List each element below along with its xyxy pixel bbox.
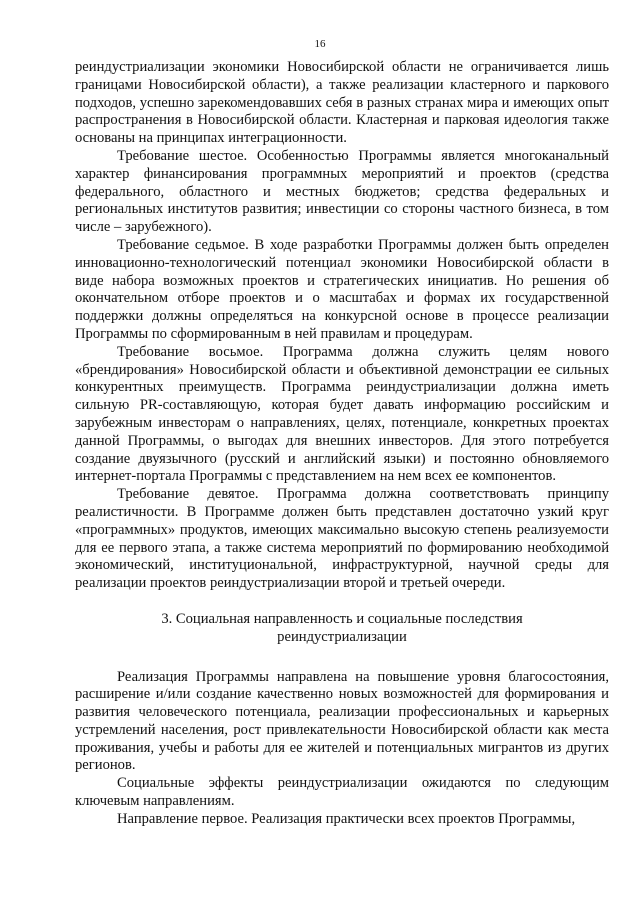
section-heading-line-2: реиндустриализации <box>277 628 407 645</box>
paragraph-requirement-7: Требование седьмое. В ходе разработки Программы должен быть определен инновационно-технологический потенциал экономики Новосибирской области в виде набора возможных проектов и стратегических инициатив. Но решения об окончательном отборе проектов и о масштабах и формах их государственной поддержки должны определяться на конкурсной основе в процессе реализации Программы по сформированным в ней правилам и процедурам. <box>75 236 609 342</box>
section-heading-line-1: 3. Социальная направленность и социальные последствия <box>161 610 523 627</box>
section-heading <box>75 611 609 647</box>
paragraph-program-goal: Реализация Программы направлена на повышение уровня благосостояния, расширение и/или создание качественно новых возможностей для формирования и развития человеческого потенциала, реализации профессиональных и карьерных устремлений населения, рост привлекательности Новосибирской области как места проживания, учебы и работы для ее жителей и потенциальных мигрантов из других регионов. <box>75 668 609 774</box>
document-body <box>75 59 609 829</box>
paragraph-requirement-6: Требование шестое. Особенностью Программы является многоканальный характер финансирования программных мероприятий и проектов (средства федерального, областного и местных бюджетов; средства федеральных и региональных институтов развития; инвестиции со стороны частного бизнеса, в том числе – зарубежного). <box>75 147 609 236</box>
paragraph-direction-1: Направление первое. Реализация практически всех проектов Программы, <box>117 810 576 827</box>
paragraph-social-effects: Социальные эффекты реиндустриализации ожидаются по следующим ключевым направлениям. <box>75 775 609 810</box>
paragraph-continuation: реиндустриализации экономики Новосибирской области не ограничивается лишь границами Новосибирской области), а также реализации кластерного и паркового подходов, успешно зарекомендовавших себя в разных странах мира и имеющих опыт распространения в Новосибирской области. Кластерная и парковая идеология также основаны на принципах интеграционности. <box>75 59 609 147</box>
paragraph-requirement-8: Требование восьмое. Программа должна служить целям нового «брендирования» Новосибирской области и объективной демонстрации ее сильных конкурентных преимуществ. Программа реиндустриализации должна иметь сильную PR-составляющую, которая будет давать информацию российским и зарубежным инвесторам о направлениях, целях, потенциале, конкретных проектах данной Программы, о выгодах для внешних инвесторов. Для этого потребуется создание двуязычного (русский и английский языки) и постоянно обновляемого интернет-портала Программы с представлением на нем всех ее компонентов. <box>75 343 609 485</box>
paragraph-requirement-9: Требование девятое. Программа должна соответствовать принципу реалистичности. В Программе должен быть представлен достаточно узкий круг «программных» продуктов, имеющих максимально высокую степень реализуемости для ее первого этапа, а также система мероприятий по формированию необходимой экономический, институциональной, инфраструктурной, научной среды для реализации проектов реиндустриализации второй и третьей очереди. <box>75 486 609 592</box>
page-number: 16 <box>314 38 326 50</box>
